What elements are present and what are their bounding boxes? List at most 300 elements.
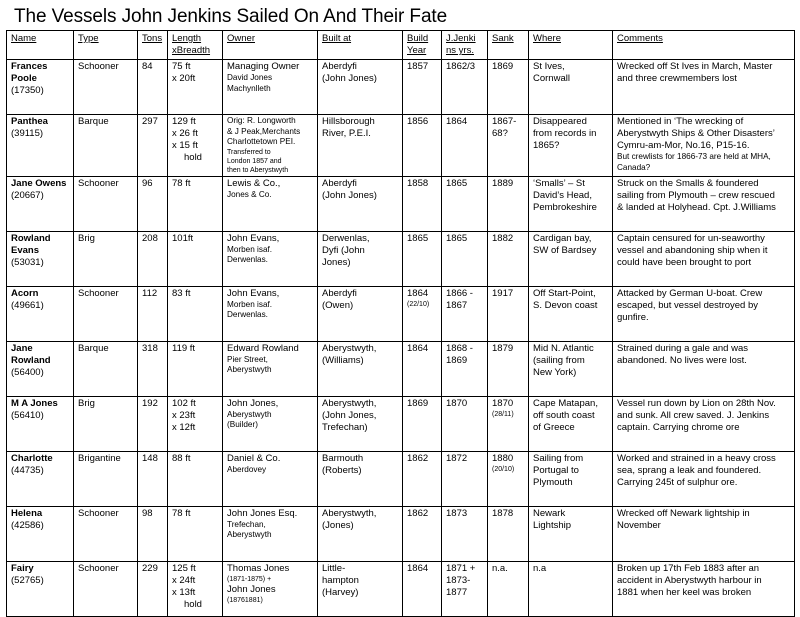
vessel-where-line: Cornwall bbox=[533, 73, 570, 84]
vessel-owner-cell bbox=[223, 115, 318, 177]
table-row bbox=[7, 115, 795, 177]
vessel-comments-line: Wrecked off Newark lightship in bbox=[617, 507, 750, 519]
vessel-dims-line: 78 ft bbox=[172, 507, 191, 519]
vessel-where-line: New York) bbox=[533, 366, 577, 378]
vessel-jj-yrs-line: 1871 + bbox=[446, 562, 476, 574]
vessel-sank-cell bbox=[488, 451, 529, 506]
vessel-built-at-line: (Williams) bbox=[322, 354, 364, 366]
vessel-where-line: ‘Smalls’ – St bbox=[533, 177, 585, 189]
vessel-owner-line: Aberdovey bbox=[227, 464, 267, 474]
vessel-where-line: Portugal to bbox=[533, 464, 579, 476]
vessel-owner-line: Derwenlas. bbox=[227, 310, 268, 319]
vessel-built-at-line: Barmouth bbox=[322, 452, 364, 464]
vessel-owner-cell bbox=[223, 176, 318, 231]
vessel-type-cell: Barque bbox=[74, 115, 138, 177]
vessel-sank-line: 1880 bbox=[492, 452, 514, 464]
vessel-comments-line: Vessel run down by Lion on 28th Nov. bbox=[617, 397, 776, 409]
vessel-where-line: Cardigan bay, bbox=[533, 232, 592, 244]
vessel-built-at-line: (Jones) bbox=[322, 519, 354, 531]
col-header-type: Type bbox=[74, 31, 138, 60]
table-row bbox=[7, 176, 795, 231]
vessel-built-at-line: (Roberts) bbox=[322, 464, 362, 476]
vessel-tons-cell: 192 bbox=[138, 396, 168, 451]
vessel-where-line: Newark bbox=[533, 507, 566, 519]
vessel-jj-yrs-cell bbox=[442, 396, 488, 451]
vessel-dims-line: hold bbox=[184, 152, 202, 163]
vessel-name: Frances Poole bbox=[11, 61, 48, 84]
vessel-dims-line: 88 ft bbox=[172, 452, 191, 464]
vessel-built-at-line: (Harvey) bbox=[322, 586, 359, 598]
vessel-jj-yrs-cell bbox=[442, 115, 488, 177]
vessel-name-cell bbox=[7, 115, 74, 177]
vessel-owner-cell bbox=[223, 60, 318, 115]
vessel-name: Helena bbox=[11, 507, 43, 519]
vessel-official-number: (42586) bbox=[11, 519, 44, 531]
table-body bbox=[7, 60, 795, 617]
vessel-where-line: Plymouth bbox=[533, 476, 573, 488]
vessel-owner-cell bbox=[223, 396, 318, 451]
vessel-sank-cell bbox=[488, 60, 529, 115]
vessel-built-at-line: (John Jones, bbox=[322, 409, 377, 421]
vessel-comments-line: could have been brought to port bbox=[617, 256, 752, 268]
vessel-build-year-cell bbox=[403, 231, 442, 286]
vessel-jj-yrs-cell bbox=[442, 286, 488, 341]
vessel-build-year-cell bbox=[403, 506, 442, 561]
vessel-dims-line: x 24ft bbox=[172, 574, 196, 586]
vessel-jj-yrs-line: 1865 bbox=[446, 232, 468, 244]
table-row bbox=[7, 561, 795, 616]
vessel-sank-line: 1889 bbox=[492, 177, 514, 189]
vessel-sank-line: 1879 bbox=[492, 342, 514, 354]
vessel-owner-line: John Jones bbox=[227, 583, 276, 595]
vessel-jj-yrs-cell bbox=[442, 451, 488, 506]
vessel-name-cell bbox=[7, 231, 74, 286]
vessel-comments-line: escaped, but vessel destroyed by bbox=[617, 299, 759, 311]
vessel-jj-yrs-line: 1869 bbox=[446, 354, 468, 366]
vessel-official-number: (17350) bbox=[11, 85, 44, 96]
vessel-owner-cell bbox=[223, 231, 318, 286]
vessel-comments-line: Worked and strained in a heavy cross bbox=[617, 452, 776, 464]
vessel-sank-line: 1870 bbox=[492, 397, 514, 409]
vessel-built-at-line: Dyfi (John bbox=[322, 244, 365, 256]
vessel-type-cell: Schooner bbox=[74, 60, 138, 115]
vessel-where-line: Mid N. Atlantic bbox=[533, 342, 594, 354]
vessel-sank-cell bbox=[488, 396, 529, 451]
vessel-comments-line: 1881 when her keel was broken bbox=[617, 586, 752, 598]
vessel-sank-line: (20/10) bbox=[492, 465, 515, 473]
vessel-tons-cell: 84 bbox=[138, 60, 168, 115]
vessel-built-at-line: (John Jones) bbox=[322, 73, 377, 84]
vessel-name-cell bbox=[7, 341, 74, 396]
vessel-where-line: n.a bbox=[533, 562, 547, 574]
vessel-dims-cell bbox=[168, 341, 223, 396]
vessel-jj-yrs-cell bbox=[442, 60, 488, 115]
vessel-jj-yrs-line: 1862/3 bbox=[446, 61, 476, 72]
vessel-built-at-cell bbox=[318, 561, 403, 616]
vessel-build-year-cell bbox=[403, 60, 442, 115]
vessel-tons-cell: 148 bbox=[138, 451, 168, 506]
vessel-jj-yrs-line: 1873- bbox=[446, 574, 471, 586]
vessel-owner-line: John Jones, bbox=[227, 397, 279, 409]
vessel-sank-cell bbox=[488, 341, 529, 396]
vessel-sank-line: (28/11) bbox=[492, 410, 514, 418]
table-row bbox=[7, 231, 795, 286]
vessel-name: Fairy bbox=[11, 562, 34, 574]
vessel-dims-line: 119 ft bbox=[172, 342, 196, 354]
col-header-comments: Comments bbox=[613, 31, 795, 60]
vessel-official-number: (49661) bbox=[11, 299, 44, 311]
vessel-built-at-cell bbox=[318, 286, 403, 341]
vessel-where-cell bbox=[529, 286, 613, 341]
vessel-name: Acorn bbox=[11, 287, 39, 299]
col-header-name: Name bbox=[7, 31, 74, 60]
vessel-sank-cell bbox=[488, 231, 529, 286]
vessel-built-at-line: (John Jones) bbox=[322, 189, 377, 201]
vessel-built-at-line: Hillsborough bbox=[322, 116, 375, 127]
vessel-comments-line: gunfire. bbox=[617, 311, 649, 323]
vessel-official-number: (56400) bbox=[11, 366, 44, 378]
vessel-comments-line: But crewlists for 1866-73 are held at MHA, bbox=[617, 152, 771, 161]
vessel-built-at-line: Little- bbox=[322, 562, 346, 574]
vessel-sank-line: n.a. bbox=[492, 562, 508, 574]
vessel-build-year-line: 1857 bbox=[407, 61, 429, 72]
vessel-official-number: (53031) bbox=[11, 256, 44, 268]
vessel-dims-cell bbox=[168, 396, 223, 451]
vessel-where-cell bbox=[529, 396, 613, 451]
vessel-owner-line: Jones & Co. bbox=[227, 189, 272, 199]
vessel-where-line: Pembrokeshire bbox=[533, 201, 597, 213]
vessel-where-line: Disappeared bbox=[533, 116, 587, 127]
vessel-sank-cell bbox=[488, 506, 529, 561]
vessel-built-at-line: Aberdyfi bbox=[322, 177, 357, 189]
table-row bbox=[7, 341, 795, 396]
vessels-table bbox=[6, 30, 795, 617]
vessel-owner-line: John Evans, bbox=[227, 232, 280, 244]
vessel-owner-line: then to Aberystwyth bbox=[227, 166, 289, 174]
vessel-sank-cell bbox=[488, 286, 529, 341]
vessel-type-cell: Schooner bbox=[74, 286, 138, 341]
vessel-owner-cell bbox=[223, 561, 318, 616]
vessel-build-year-line: 1862 bbox=[407, 452, 429, 464]
vessel-build-year-line: 1856 bbox=[407, 116, 429, 127]
vessel-dims-line: hold bbox=[184, 598, 202, 610]
vessel-comments-line: sea, sprang a leak and foundered. bbox=[617, 464, 762, 476]
vessel-tons-cell: 229 bbox=[138, 561, 168, 616]
vessel-where-cell bbox=[529, 341, 613, 396]
vessel-type-cell: Schooner bbox=[74, 176, 138, 231]
vessel-comments-cell bbox=[613, 396, 795, 451]
vessel-sank-line: 1867- bbox=[492, 116, 517, 127]
vessel-comments-line: vessel and abandoning ship when it bbox=[617, 244, 768, 256]
col-header-build-year-line2: Year bbox=[407, 45, 427, 56]
vessel-dims-line: x 26 ft bbox=[172, 128, 198, 139]
vessel-official-number: (39115) bbox=[11, 128, 44, 139]
vessel-comments-cell bbox=[613, 561, 795, 616]
vessel-comments-line: and sunk. All crew saved. J. Jenkins bbox=[617, 409, 770, 421]
vessel-owner-line: Aberystwyth bbox=[227, 365, 272, 374]
vessel-build-year-line: 1864 bbox=[407, 342, 429, 354]
vessel-sank-cell bbox=[488, 115, 529, 177]
vessel-build-year-line: 1865 bbox=[407, 232, 429, 244]
vessel-build-year-line: 1862 bbox=[407, 507, 429, 519]
vessel-jj-yrs-line: 1868 - bbox=[446, 342, 473, 354]
col-header-length-line2: xBreadth bbox=[172, 45, 211, 56]
vessel-comments-cell bbox=[613, 506, 795, 561]
vessel-where-line: SW of Bardsey bbox=[533, 244, 597, 256]
vessel-jj-yrs-line: 1870 bbox=[446, 397, 468, 409]
vessel-comments-line: accident in Aberystwyth harbour in bbox=[617, 574, 762, 586]
vessel-owner-line: Morben isaf. bbox=[227, 244, 273, 254]
vessel-sank-line: 1882 bbox=[492, 232, 514, 244]
vessel-jj-yrs-cell bbox=[442, 231, 488, 286]
vessel-owner-line: Transferred to bbox=[227, 148, 271, 156]
vessel-build-year-line: 1858 bbox=[407, 177, 429, 189]
vessel-where-line: 1865? bbox=[533, 140, 560, 151]
vessel-where-cell bbox=[529, 115, 613, 177]
vessel-name-cell bbox=[7, 60, 74, 115]
vessel-sank-cell bbox=[488, 561, 529, 616]
vessel-official-number: (20667) bbox=[11, 189, 44, 201]
vessel-comments-line: Captain censured for un-seaworthy bbox=[617, 232, 765, 244]
vessel-built-at-line: Trefechan) bbox=[322, 421, 368, 433]
vessel-owner-line: Morben isaf. bbox=[227, 299, 273, 309]
vessel-dims-line: 102 ft bbox=[172, 397, 196, 409]
vessel-comments-line: Aberystwyth Ships & Other Disasters’ bbox=[617, 128, 775, 139]
vessel-jj-yrs-cell bbox=[442, 176, 488, 231]
vessel-comments-line: November bbox=[617, 519, 661, 531]
vessel-where-line: Cape Matapan, bbox=[533, 397, 598, 409]
vessel-type-cell: Brig bbox=[74, 231, 138, 286]
vessel-built-at-line: Aberystwyth, bbox=[322, 507, 377, 519]
vessel-sank-line: 68? bbox=[492, 128, 508, 139]
col-header-sank: Sank bbox=[488, 31, 529, 60]
vessel-dims-cell bbox=[168, 60, 223, 115]
vessel-where-line: of Greece bbox=[533, 421, 575, 433]
vessel-build-year-cell bbox=[403, 396, 442, 451]
vessel-built-at-cell bbox=[318, 231, 403, 286]
vessel-dims-cell bbox=[168, 451, 223, 506]
vessel-comments-line: & landed at Holyhead. Cpt. J.Williams bbox=[617, 201, 776, 213]
header-row bbox=[7, 31, 795, 60]
vessel-dims-cell bbox=[168, 506, 223, 561]
vessel-comments-line: abandoned. No lives were lost. bbox=[617, 354, 747, 366]
vessel-dims-line: 129 ft bbox=[172, 116, 196, 127]
vessel-owner-line: Edward Rowland bbox=[227, 342, 299, 354]
vessel-comments-line: and three crewmembers lost bbox=[617, 73, 737, 84]
vessel-dims-line: 75 ft bbox=[172, 61, 191, 72]
vessel-comments-line: sailing from Plymouth – crew rescued bbox=[617, 189, 775, 201]
vessel-owner-line: Orig: R. Longworth bbox=[227, 116, 296, 125]
col-header-length-line1: Length bbox=[172, 33, 202, 44]
vessel-type-cell: Barque bbox=[74, 341, 138, 396]
vessel-owner-line: (Builder) bbox=[227, 420, 258, 429]
col-header-jj-years bbox=[442, 31, 488, 60]
vessel-build-year-line: 1869 bbox=[407, 397, 429, 409]
vessel-built-at-cell bbox=[318, 115, 403, 177]
vessel-owner-line: Daniel & Co. bbox=[227, 452, 281, 464]
vessel-jj-yrs-line: 1866 - bbox=[446, 287, 473, 299]
vessel-jj-yrs-line: 1872 bbox=[446, 452, 468, 464]
vessel-dims-line: 101ft bbox=[172, 232, 194, 244]
vessel-built-at-line: Aberdyfi bbox=[322, 61, 357, 72]
vessel-comments-cell bbox=[613, 115, 795, 177]
vessel-build-year-line: (22/10) bbox=[407, 300, 430, 308]
vessel-owner-cell bbox=[223, 506, 318, 561]
vessel-where-line: St Ives, bbox=[533, 61, 565, 72]
vessel-name-cell bbox=[7, 561, 74, 616]
vessel-tons-cell: 318 bbox=[138, 341, 168, 396]
vessel-type-cell: Brigantine bbox=[74, 451, 138, 506]
table-row bbox=[7, 396, 795, 451]
vessel-build-year-cell bbox=[403, 115, 442, 177]
vessel-owner-line: John Evans, bbox=[227, 287, 280, 299]
vessel-dims-cell bbox=[168, 176, 223, 231]
vessel-jj-yrs-cell bbox=[442, 506, 488, 561]
vessel-dims-line: 78 ft bbox=[172, 177, 191, 189]
vessel-sank-cell bbox=[488, 176, 529, 231]
vessel-sank-line: 1878 bbox=[492, 507, 514, 519]
vessel-owner-line: Aberystwyth bbox=[227, 409, 272, 419]
vessel-owner-line: David Jones bbox=[227, 73, 273, 82]
vessel-where-line: Sailing from bbox=[533, 452, 584, 464]
vessel-name-cell bbox=[7, 176, 74, 231]
vessel-sank-line: 1917 bbox=[492, 287, 514, 299]
vessel-owner-line: & J Peak,Merchants bbox=[227, 126, 301, 136]
vessel-owner-line: (1871-1875) + bbox=[227, 575, 272, 583]
vessel-type-cell: Schooner bbox=[74, 506, 138, 561]
vessel-type-cell: Brig bbox=[74, 396, 138, 451]
vessel-name: Charlotte bbox=[11, 452, 53, 464]
vessel-name-cell bbox=[7, 451, 74, 506]
col-header-owner: Owner bbox=[223, 31, 318, 60]
vessel-built-at-cell bbox=[318, 506, 403, 561]
vessel-owner-line: (18761881) bbox=[227, 596, 263, 604]
vessel-official-number: (56410) bbox=[11, 409, 44, 421]
vessel-owner-line: Lewis & Co., bbox=[227, 177, 281, 189]
vessel-dims-line: x 12ft bbox=[172, 421, 196, 433]
vessel-dims-cell bbox=[168, 231, 223, 286]
vessel-tons-cell: 208 bbox=[138, 231, 168, 286]
vessel-where-line: (sailing from bbox=[533, 354, 585, 366]
vessel-owner-line: John Jones Esq. bbox=[227, 507, 298, 519]
col-header-build-year-line1: Build bbox=[407, 33, 429, 44]
vessel-name: Jane Owens bbox=[11, 177, 67, 189]
vessel-built-at-cell bbox=[318, 60, 403, 115]
vessel-jj-yrs-line: 1873 bbox=[446, 507, 468, 519]
vessel-built-at-cell bbox=[318, 341, 403, 396]
vessel-sank-line: 1869 bbox=[492, 61, 514, 72]
vessel-build-year-line: 1864 bbox=[407, 562, 429, 574]
page-title: The Vessels John Jenkins Sailed On And Their Fate bbox=[14, 6, 448, 27]
vessel-where-line: David’s Head, bbox=[533, 189, 592, 201]
vessel-where-cell bbox=[529, 451, 613, 506]
vessel-comments-cell bbox=[613, 176, 795, 231]
col-header-jj-years-line2: ns yrs. bbox=[446, 45, 474, 56]
vessel-where-cell bbox=[529, 561, 613, 616]
vessel-built-at-line: Aberdyfi bbox=[322, 287, 357, 299]
vessel-owner-line: Charlottetown PEI. bbox=[227, 137, 296, 146]
vessel-comments-line: Canada? bbox=[617, 162, 651, 172]
vessel-owner-cell bbox=[223, 341, 318, 396]
vessel-comments-line: Broken up 17th Feb 1883 after an bbox=[617, 562, 760, 574]
vessel-build-year-line: 1864 bbox=[407, 287, 429, 299]
vessel-built-at-line: Derwenlas, bbox=[322, 232, 370, 244]
vessel-build-year-cell bbox=[403, 341, 442, 396]
vessel-jj-yrs-cell bbox=[442, 341, 488, 396]
col-header-tons: Tons bbox=[138, 31, 168, 60]
vessel-built-at-line: hampton bbox=[322, 574, 359, 586]
vessel-jj-yrs-line: 1877 bbox=[446, 586, 468, 598]
vessel-build-year-cell bbox=[403, 176, 442, 231]
vessel-built-at-line: Aberystwyth, bbox=[322, 342, 377, 354]
vessel-owner-cell bbox=[223, 451, 318, 506]
vessel-where-cell bbox=[529, 176, 613, 231]
vessel-comments-cell bbox=[613, 231, 795, 286]
vessel-owner-line: Trefechan, bbox=[227, 519, 266, 529]
vessel-built-at-line: Aberystwyth, bbox=[322, 397, 377, 409]
vessel-name-cell bbox=[7, 396, 74, 451]
vessel-official-number: (44735) bbox=[11, 464, 44, 476]
vessel-name: Panthea bbox=[11, 116, 48, 127]
vessel-name-cell bbox=[7, 286, 74, 341]
vessel-comments-cell bbox=[613, 286, 795, 341]
vessel-owner-line: Pier Street, bbox=[227, 354, 268, 364]
vessel-jj-yrs-line: 1864 bbox=[446, 116, 468, 127]
table-row bbox=[7, 506, 795, 561]
table-row bbox=[7, 451, 795, 506]
table-row bbox=[7, 286, 795, 341]
vessel-owner-line: Derwenlas. bbox=[227, 255, 268, 264]
vessel-where-cell bbox=[529, 231, 613, 286]
vessel-name-cell bbox=[7, 506, 74, 561]
vessel-built-at-line: (Owen) bbox=[322, 299, 354, 311]
vessel-owner-line: London 1857 and bbox=[227, 157, 282, 165]
vessel-built-at-line: Jones) bbox=[322, 256, 351, 268]
table-row bbox=[7, 60, 795, 115]
vessel-name: Rowland Evans bbox=[11, 232, 51, 256]
vessel-owner-line: Machynlleth bbox=[227, 83, 271, 93]
vessel-comments-line: captain. Carrying chrome ore bbox=[617, 421, 740, 433]
vessel-where-cell bbox=[529, 506, 613, 561]
vessel-name: M A Jones bbox=[11, 397, 58, 409]
vessel-built-at-line: River, P.E.I. bbox=[322, 128, 371, 139]
vessel-tons-cell: 112 bbox=[138, 286, 168, 341]
col-header-built-at: Built at bbox=[318, 31, 403, 60]
vessel-jj-yrs-line: 1865 bbox=[446, 177, 468, 189]
vessel-owner-line: Managing Owner bbox=[227, 61, 300, 72]
vessel-dims-line: 83 ft bbox=[172, 287, 191, 299]
vessel-dims-cell bbox=[168, 286, 223, 341]
vessel-where-cell bbox=[529, 60, 613, 115]
vessel-dims-line: x 20ft bbox=[172, 73, 196, 84]
vessel-owner-line: Thomas Jones bbox=[227, 562, 290, 574]
vessel-where-line: off south coast bbox=[533, 409, 595, 421]
vessel-official-number: (52765) bbox=[11, 574, 44, 586]
vessel-comments-cell bbox=[613, 341, 795, 396]
vessel-comments-line: Carrying 245t of sulphur ore. bbox=[617, 476, 738, 488]
vessel-name: Jane Rowland bbox=[11, 342, 51, 366]
vessel-where-line: Off Start-Point, bbox=[533, 287, 596, 299]
vessel-where-line: Lightship bbox=[533, 519, 572, 531]
vessel-comments-line: Attacked by German U-boat. Crew bbox=[617, 287, 763, 299]
vessel-comments-line: Wrecked off St Ives in March, Master bbox=[617, 61, 773, 72]
vessel-owner-cell bbox=[223, 286, 318, 341]
col-header-where: Where bbox=[529, 31, 613, 60]
vessel-built-at-cell bbox=[318, 176, 403, 231]
vessel-type-cell: Schooner bbox=[74, 561, 138, 616]
vessel-dims-line: 125 ft bbox=[172, 562, 196, 574]
vessel-where-line: S. Devon coast bbox=[533, 299, 598, 311]
